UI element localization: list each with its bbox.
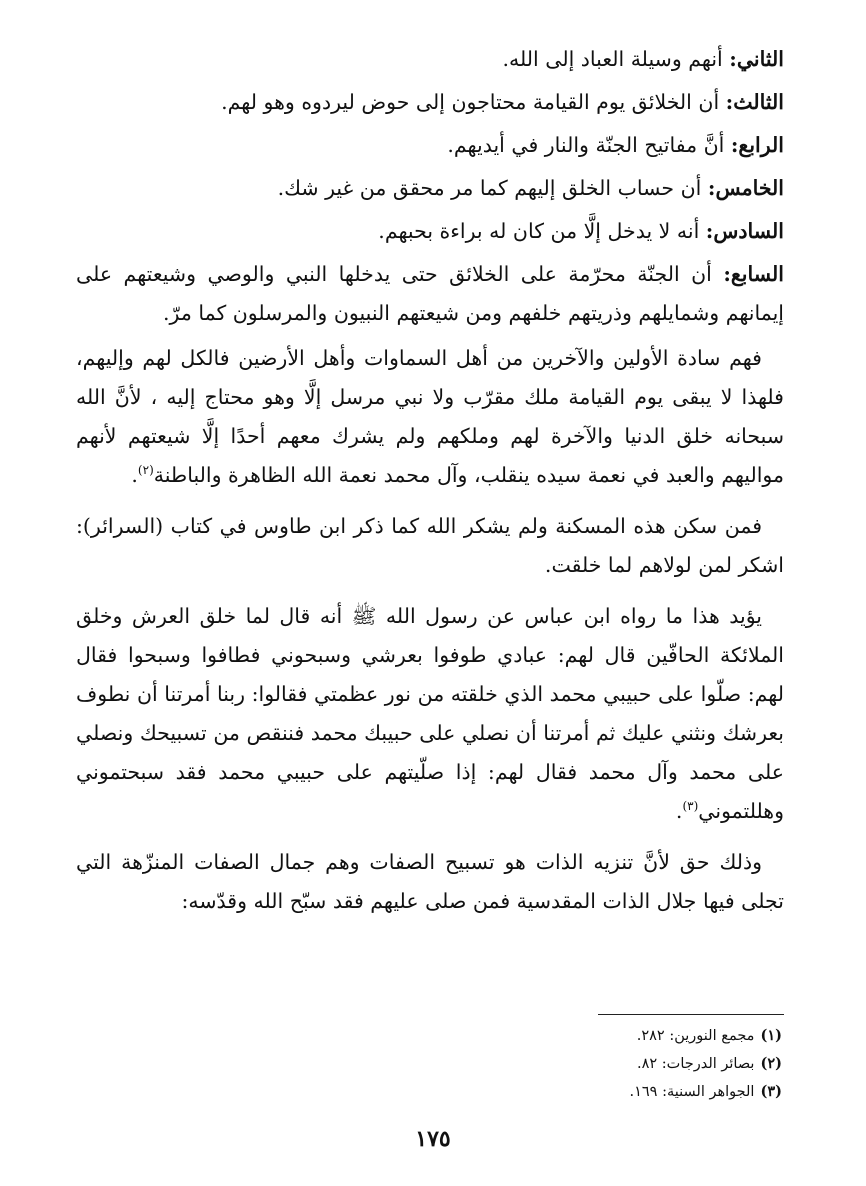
item-label: الخامس: [707, 176, 784, 200]
footnote [382, 1050, 782, 1078]
paragraph-tail: . [675, 799, 683, 823]
list-item [76, 83, 784, 122]
footnote-divider [598, 1014, 784, 1015]
item-text: أن الخلائق يوم القيامة محتاجون إلى حوض ليردوه وهو لهم. [221, 90, 726, 114]
paragraph-text: وذلك حق لأنَّ تنزيه الذات هو تسبيح الصفات وهم جمال الصفات المنزّهة التي تجلى فيها جلال الذات المقدسية فمن صلى عليهم فقد سبّح الله وقدّسه: [76, 850, 784, 913]
list-item [76, 169, 784, 208]
paragraph [76, 843, 784, 921]
paragraph-text: يؤيد هذا ما رواه ابن عباس عن رسول الله ﷺ أنه قال لما خلق العرش وخلق الملائكة الحافّين قال لهم: عبادي طوفوا بعرشي وسبحوني فطافوا وسبحوا فقال لهم: صلّوا على حبيبي محمد الذي خلقته من نور عظمتي فقالوا: ربنا أمرتنا أن نطوف بعرشك ونثني عليك ثم أمرتنا أن نصلي على حبيبك محمد فننقص من تسبيحك ونصلي على محمد وآل محمد فقال لهم: إذا صلّيتهم على حبيبي محمد فقد سبحتموني وهللتموني [76, 604, 784, 823]
list-item [76, 255, 784, 333]
footnote-number: (٢) [760, 1055, 782, 1072]
item-text: أن الجنّة محرّمة على الخلائق حتى يدخلها النبي والوصي وشيعتهم على إيمانهم وشمايلهم وذريتهم خلفهم ومن شيعتهم النبيون والمرسلون كما مرّ. [76, 262, 784, 325]
footnote-ref[interactable]: (٢) [137, 463, 154, 478]
paragraph-text: فمن سكن هذه المسكنة ولم يشكر الله كما ذكر ابن طاوس في كتاب (السرائر): اشكر لمن لولاهم لما خلقت. [76, 514, 784, 577]
item-label: الرابع: [730, 133, 784, 157]
footnote-number: (٣) [760, 1083, 782, 1100]
item-text: أن حساب الخلق إليهم كما مر محقق من غير شك. [277, 176, 708, 200]
paragraph [76, 507, 784, 585]
list-item [76, 40, 784, 79]
paragraph-text: فهم سادة الأولين والآخرين من أهل السماوات وأهل الأرضين فالكل لهم وإليهم، فلهذا لا يبقى يوم القيامة ملك مقرّب ولا نبي مرسل إلَّا وهو محتاج إليه ، لأنَّ الله سبحانه خلق الدنيا والآخرة لهم وملكهم ولم يشرك معهم أحدًا إلَّا شيعتهم لأنهم مواليهم والعبد في نعمة سيده ينقلب، وآل محمد نعمة الله الظاهرة والباطنة [76, 346, 784, 487]
footnote [382, 1078, 782, 1106]
item-label: السابع: [723, 262, 784, 286]
item-text: أنَّ مفاتيح الجنّة والنار في أيديهم. [447, 133, 731, 157]
list-item [76, 126, 784, 165]
item-label: الثاني: [729, 47, 784, 71]
paragraph-tail: . [131, 463, 138, 487]
paragraph [76, 597, 784, 831]
list-item [76, 212, 784, 251]
footnote-number: (١) [760, 1027, 782, 1044]
footnotes [382, 1022, 782, 1106]
item-text: أنهم وسيلة العباد إلى الله. [502, 47, 730, 71]
item-label: السادس: [705, 219, 784, 243]
footnote-ref[interactable]: (٣) [682, 799, 699, 814]
page-body [76, 40, 784, 933]
paragraph [76, 339, 784, 495]
footnote-text: الجواهر السنية: ١٦٩. [629, 1084, 755, 1100]
footnote [382, 1022, 782, 1050]
item-text: أنه لا يدخل إلَّا من كان له براءة بحبهم. [378, 219, 706, 243]
footnote-text: بصائر الدرجات: ٨٢. [637, 1056, 755, 1072]
item-label: الثالث: [725, 90, 784, 114]
footnote-text: مجمع النورين: ٢٨٢. [636, 1028, 755, 1044]
page-number: ١٧٥ [415, 1126, 451, 1152]
